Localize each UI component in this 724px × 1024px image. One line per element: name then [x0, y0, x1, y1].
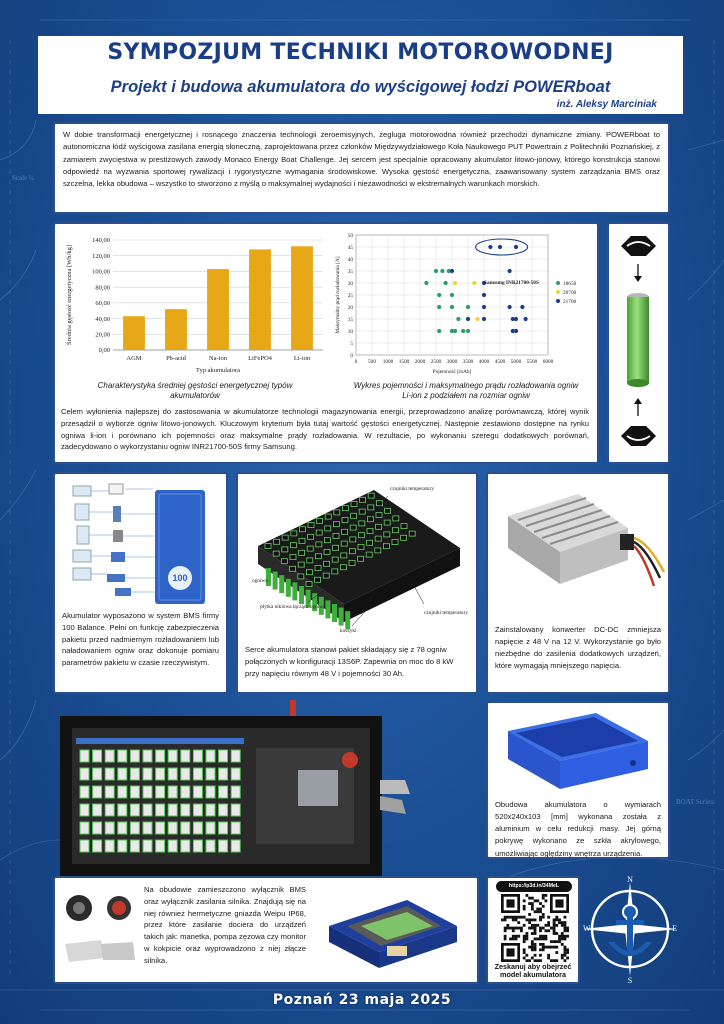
- connector-plug-icon: [380, 780, 410, 794]
- bar-mark: [249, 249, 271, 350]
- aluminium-housing-icon: [508, 713, 648, 789]
- dcdc-panel: [486, 472, 670, 694]
- cable-wires-icon: [634, 538, 664, 586]
- bar-mark: [123, 316, 145, 350]
- housing-text: Obudowa akumulatora o wymiarach 520x240x103 [mm] wykonana została z aluminium w celu redukcji masy. Jej górną pokrywę wykonano ze szkła akrylowego, umożliwiając oględziny wnętrza urządzenia.: [495, 800, 661, 858]
- scatter-ytick-label: 35: [347, 268, 353, 275]
- dcdc-inside-icon: [298, 770, 338, 806]
- arrow-up-icon: [634, 398, 642, 416]
- bar-ytick-label: 80,00: [95, 284, 110, 292]
- legend-marker: [556, 299, 560, 303]
- author-name: inż. Aleksy Marciniak: [556, 99, 657, 110]
- bar-ytick-label: 120,00: [92, 252, 110, 260]
- qr-url-badge[interactable]: https://p3d.in/34MeL: [496, 881, 572, 892]
- legend-marker: [556, 290, 560, 294]
- scatter-xtick-label: 4000: [478, 359, 490, 365]
- bar-xaxis-label: Typ akumulatora: [195, 367, 241, 374]
- bar-chart: [61, 230, 331, 378]
- scatter-point: [424, 281, 428, 285]
- scatter-xtick-label: 6000: [542, 359, 554, 365]
- switches-panel: [53, 876, 479, 984]
- bar-xtick-label: LiFePO4: [248, 355, 272, 362]
- scatter-point: [453, 281, 457, 285]
- scatter-yaxis-label: Maksymalny prąd rozładowania [A]: [335, 256, 341, 334]
- dcdc-converter-icon: [508, 494, 634, 584]
- scatter-ytick-label: 5: [350, 340, 353, 347]
- scatter-point: [508, 305, 512, 309]
- battery-pack-illustration: [238, 476, 476, 636]
- scatter-ytick-label: 15: [347, 316, 353, 323]
- dcdc-text: Zainstalowany konwerter DC-DC zmniejsza napięcie z 48 V na 12 V. Wykorzystanie go było niezbędne do zasilenia dodatkowych urządzeń, które wymagają mniejszego napięcia.: [495, 625, 661, 671]
- scatter-point: [514, 245, 518, 249]
- legend-label: 18650: [563, 281, 577, 287]
- housing-illustration: [488, 705, 668, 797]
- bar-mark: [207, 269, 229, 350]
- label-cell: ogniwo: [252, 578, 268, 584]
- compass-e: E: [672, 924, 677, 933]
- scatter-point: [472, 281, 476, 285]
- scatter-point: [450, 305, 454, 309]
- anderson-connector-icon: [65, 940, 105, 962]
- bar-mark: [291, 246, 313, 350]
- bar-ytick-label: 0,00: [98, 347, 110, 355]
- battery-cell-icon: [627, 293, 649, 387]
- bms-panel: [53, 472, 228, 694]
- housing-panel: [486, 701, 670, 859]
- bar-ytick-label: 140,00: [92, 237, 110, 245]
- scatter-point: [476, 317, 480, 321]
- scatter-xtick-label: 500: [368, 359, 376, 365]
- scatter-point: [520, 305, 524, 309]
- scatter-xtick-label: 2000: [414, 359, 426, 365]
- pack-panel: [236, 472, 478, 694]
- scatter-ytick-label: 25: [347, 292, 353, 299]
- title-banner: [38, 36, 683, 114]
- scatter-ytick-label: 40: [347, 256, 353, 263]
- scatter-xtick-label: 5000: [510, 359, 522, 365]
- switches-illustration: [57, 880, 143, 984]
- cell-holder-top-icon: [621, 236, 656, 256]
- bar-xtick-label: Li-ion: [293, 355, 311, 362]
- scatter-ytick-label: 0: [350, 352, 353, 359]
- legend-label: 21700: [563, 299, 577, 305]
- footer-date: Poznań 23 maja 2025: [272, 992, 452, 1008]
- scatter-point: [482, 293, 486, 297]
- scatter-annotation: Samsung INR21700-50S: [484, 280, 539, 287]
- scatter-point: [466, 317, 470, 321]
- label-sensors-bottom: czujniki temperatury: [424, 610, 468, 616]
- bar-mark: [165, 309, 187, 350]
- bar-xtick-label: Na-ion: [208, 355, 228, 362]
- scatter-xtick-label: 1000: [382, 359, 394, 365]
- scatter-ytick-label: 10: [347, 328, 353, 335]
- scatter-xtick-label: 2500: [430, 359, 442, 365]
- analysis-panel: [53, 222, 599, 464]
- compass-n: N: [627, 876, 633, 884]
- qr-panel: [486, 876, 580, 984]
- qr-caption: Zeskanuj aby obejrzeć model akumulatora: [494, 962, 572, 980]
- scatter-xtick-label: 5500: [526, 359, 538, 365]
- scatter-point: [524, 317, 528, 321]
- compass-s: S: [627, 976, 633, 984]
- scatter-ytick-label: 20: [347, 304, 353, 311]
- cell-panel: [607, 222, 670, 464]
- scatter-xtick-label: 3500: [462, 359, 474, 365]
- legend-label: 20700: [563, 290, 577, 296]
- page-title: SYMPOZJUM TECHNIKI MOTOROWODNEJ: [107, 40, 614, 65]
- qr-code[interactable]: [501, 894, 569, 962]
- pack-text: Serce akumulatora stanowi pakiet składający się z 78 ogniw połączonych w konfiguracji 13S6P. Zapewnia on moc do 8 kW przy napięciu równym 48 V i pojemności 30 Ah.: [245, 645, 454, 678]
- scatter-xtick-label: 1500: [398, 359, 410, 365]
- scatter-point: [437, 305, 441, 309]
- dcdc-converter-illustration: [488, 476, 668, 606]
- page-subtitle: Projekt i budowa akumulatora do wyścigowej łodzi POWERboat: [110, 78, 611, 96]
- scatter-point: [453, 329, 457, 333]
- intro-text: W dobie transformacji energetycznej i rosnącego znaczenia technologii zeroemisyjnych, żegluga motorowodna również przechodzi dynamiczne zmiany. POWERboat to autonomiczna łódź wyścigowa zasilana energią słoneczną, zaprojektowana przez członków Międzywydziałowego Koła Naukowego PUT Powertrain z Politechniki Poznańskiej, z zamiarem zwycięstwa w prestiżowych zawody Monaco Energy Boat Challenge. Jej sercem jest specjalnie opracowany akumulator litowo-jonowy, którego konstrukcja stanowi odpowiedź na wyzwania sportowej rywalizacji i rygorystyczne wymagania środowiskowe. Wysoka gęstość energetyczna, zaawansowany system zarządzania BMS oraz szczelna, lekka obudowa – wszystko to stworzono z myślą o maksymalnej wydajności i niezawodności w ekstremalnych warunkach morskich.: [63, 130, 660, 189]
- scatter-point: [434, 269, 438, 273]
- scatter-point: [482, 305, 486, 309]
- housing-render-icon: [329, 900, 457, 968]
- bar-ytick-label: 100,00: [92, 268, 110, 276]
- battery-interior-illustration: [50, 700, 410, 880]
- bms-text: Akumulator wyposażono w system BMS firmy 100 Balance. Pełni on funkcję zabezpieczenia pakietu przed nadmiernym rozładowaniem lub naładowaniem ogniw oraz dokonuje pomiaru parametrów pakietu w czasie rzeczywistym.: [62, 611, 219, 668]
- scatter-point: [482, 317, 486, 321]
- legend-marker: [556, 281, 560, 285]
- power-switch-inside-icon: [342, 752, 358, 768]
- scatter-point: [508, 269, 512, 273]
- bar-chart-caption: Charakterystyka średniej gęstości energetycznej typów akumulatorów: [97, 381, 293, 401]
- scatter-point: [461, 329, 465, 333]
- bar-ytick-label: 40,00: [95, 315, 110, 323]
- switches-text: Na obudowie zamieszczono wyłącznik BMS oraz wyłącznik zasilania silnika. Znajdują się na niej również hermetyczne gniazda Weipu IP68, przez które zasilanie dociera do urządzeń takich jak: manetka, pompa zęzowa czy monitor w kokpicie oraz wyprowadzono z niej złącze silnika.: [144, 885, 306, 965]
- bar-xtick-label: Pb-acid: [166, 355, 186, 362]
- cell-holder-bottom-icon: [621, 426, 656, 446]
- scatter-chart-caption: Wykres pojemności i maksymalnego prądu rozładowania ogniw Li-ion z podziałem na rozmiar ogniw: [353, 381, 579, 401]
- scatter-chart: [332, 229, 600, 379]
- intro-panel: [53, 122, 670, 214]
- scatter-point: [437, 329, 441, 333]
- label-holders: koszyki: [340, 628, 357, 634]
- scatter-ytick-label: 30: [347, 280, 353, 287]
- blueprint-scribble: Scale ¼: [12, 174, 35, 182]
- scatter-point: [437, 293, 441, 297]
- scatter-xtick-label: 4500: [494, 359, 506, 365]
- bar-ytick-label: 60,00: [95, 300, 110, 308]
- selection-text: Celem wyłonienia najlepszej do zastosowania w akumulatorze technologii magazynowania energii, przeprowadzono analizę porównawczą, której wynik przesądził o wyborze ogniw litowo-jonowych. Kluczowym kryterium była tutaj wartość gęstości energetycznej. Następnie zestawiono dostępne na rynku ogniwa li-ion i porównano ich pojemności oraz maksymalne prądy rozładowania. W rezultacie, po wykonaniu szeregu dodatkowych porównań, zadecydowano o wykorzystaniu ogniw INR21700-50S firmy Samsung.: [61, 407, 589, 452]
- housing-render-illustration: [317, 886, 467, 980]
- bar-yaxis-label: Średnia gęstość energetyczna [Wh/kg]: [66, 244, 73, 346]
- scatter-point: [488, 245, 492, 249]
- scatter-point: [456, 317, 460, 321]
- label-plate: płytka niklowa łącząca ogniwa: [260, 604, 326, 610]
- bar-xtick-label: AGM: [126, 355, 142, 362]
- bms-logo-text: 100: [172, 573, 188, 583]
- scatter-point: [444, 281, 448, 285]
- scatter-point: [514, 329, 518, 333]
- scatter-ytick-label: 45: [347, 244, 353, 251]
- scatter-point: [450, 293, 454, 297]
- blueprint-stamp: BOAT Series: [676, 798, 714, 806]
- scatter-ytick-label: 50: [347, 232, 353, 239]
- scatter-point: [450, 269, 454, 273]
- bar-ytick-label: 20,00: [95, 331, 110, 339]
- scatter-point: [514, 317, 518, 321]
- bms-device-icons: [73, 484, 131, 596]
- scatter-point: [466, 305, 470, 309]
- arrow-down-icon: [634, 264, 642, 282]
- scatter-xtick-label: 0: [354, 359, 358, 365]
- scatter-xaxis-label: Pojemność [mAh]: [432, 369, 472, 375]
- compass-anchor-emblem: [580, 876, 682, 984]
- bms-illustration: [55, 476, 226, 608]
- scatter-point: [466, 329, 470, 333]
- compass-w: W: [583, 924, 591, 933]
- scatter-point: [498, 245, 502, 249]
- scatter-point: [440, 269, 444, 273]
- cell-illustration: [609, 224, 668, 462]
- label-sensors-top: czujniki temperatury: [390, 486, 434, 492]
- scatter-xtick-label: 3000: [446, 359, 458, 365]
- bms-controller-icon: [155, 490, 205, 604]
